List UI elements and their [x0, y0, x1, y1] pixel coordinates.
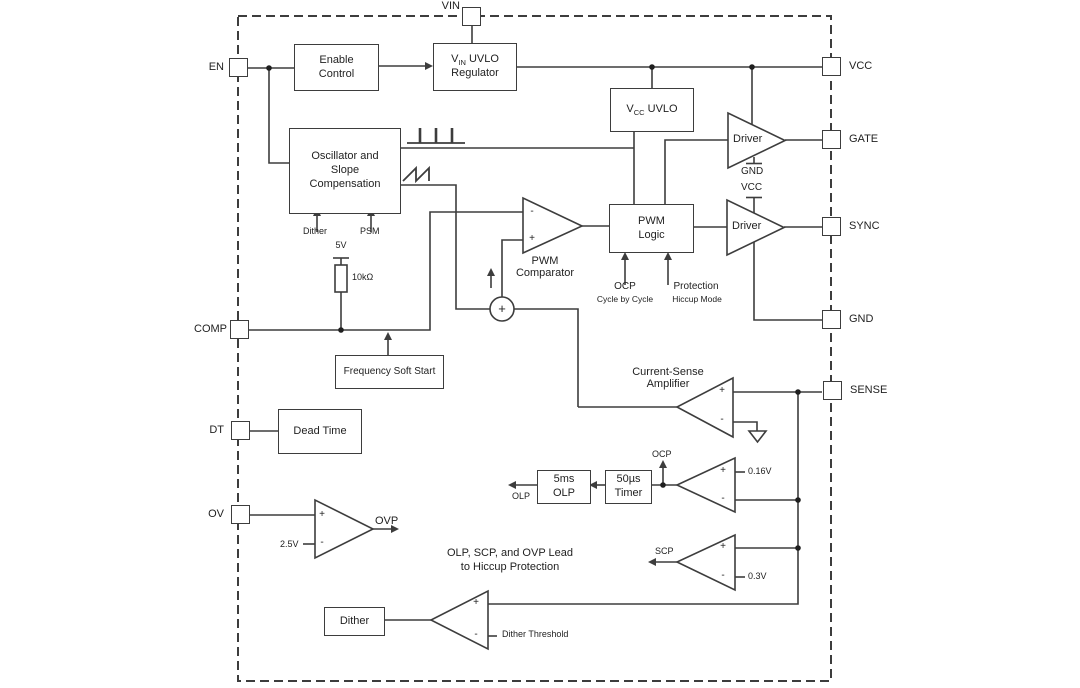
pin-comp — [230, 320, 249, 339]
pin-gnd — [822, 310, 841, 329]
ovp-output-label: OVP — [375, 515, 399, 527]
protection-title: Protection — [673, 281, 719, 292]
gate-driver-label: Driver — [733, 133, 763, 145]
hiccup-note-line2: to Hiccup Protection — [460, 561, 560, 573]
pin-label-vin: VIN — [441, 0, 460, 12]
pin-label-gnd: GND — [849, 313, 874, 325]
pin-sense — [823, 381, 842, 400]
driver-vcc-label: VCC — [741, 182, 763, 193]
block-frequency-soft-start — [335, 355, 444, 389]
ovp-plus-sign: + — [319, 509, 325, 520]
block-5ms-olp-line1: 5ms — [553, 473, 575, 486]
pin-label-vcc: VCC — [849, 60, 873, 72]
ocp-ref-label: 0.16V — [748, 466, 772, 476]
block-enable-control — [294, 44, 379, 91]
protection-sub: Hiccup Mode — [672, 294, 722, 304]
pin-vcc — [822, 57, 841, 76]
pwm-minus-sign: - — [530, 206, 534, 217]
pin-label-ov: OV — [208, 508, 224, 520]
summing-plus-sign: + — [498, 301, 506, 316]
block-oscillator — [289, 128, 401, 214]
clock-waveform-icon — [407, 128, 465, 143]
ocp-minus-sign: - — [721, 493, 725, 504]
ocp-cycle-sub: Cycle by Cycle — [596, 294, 654, 304]
ovp-minus-sign: - — [320, 537, 324, 548]
block-pwm-logic-line2: Logic — [638, 228, 665, 241]
block-dead-time — [278, 409, 362, 454]
block-pwm-logic-line1: PWM — [638, 214, 665, 227]
pwm-comparator-label: PWM Comparator — [515, 255, 575, 279]
driver-gnd-label: GND — [741, 166, 764, 177]
block-enable-control-line2: Control — [318, 67, 355, 80]
dither-plus-sign: + — [473, 597, 479, 608]
block-pwm-logic — [609, 204, 694, 253]
sawtooth-waveform-icon — [403, 168, 429, 181]
pin-dt — [231, 421, 250, 440]
psm-input-label: PSM — [360, 226, 380, 236]
resistor-label: 10kΩ — [352, 272, 374, 282]
block-oscillator-line3: Compensation — [309, 177, 381, 190]
csa-minus-sign: - — [720, 414, 724, 425]
block-50us-timer-line2: Timer — [614, 487, 643, 499]
pin-label-sync: SYNC — [849, 220, 880, 232]
scp-minus-sign: - — [721, 570, 725, 581]
csa-plus-sign: + — [719, 385, 725, 396]
ocp-plus-sign: + — [720, 465, 726, 476]
pin-label-comp: COMP — [194, 323, 227, 335]
pin-label-en: EN — [208, 61, 224, 73]
block-fss-line1: Frequency Soft Start — [343, 365, 436, 377]
block-oscillator-line2: Slope — [330, 164, 360, 177]
scp-output-label: SCP — [655, 546, 674, 556]
dither-minus-sign: - — [474, 629, 478, 640]
dither-input-label: Dither — [303, 226, 328, 236]
hiccup-note-line1: OLP, SCP, and OVP Lead — [447, 547, 573, 559]
scp-ref-label: 0.3V — [748, 571, 767, 581]
ovp-ref-label: 2.5V — [280, 539, 299, 549]
block-dead-time-line1: Dead Time — [293, 424, 347, 437]
block-dither-line1: Dither — [339, 614, 370, 627]
ocp-cycle-title: OCP — [614, 281, 636, 292]
pwm-plus-sign: + — [529, 233, 535, 244]
ocp-output-label: OCP — [652, 449, 672, 459]
block-50us-timer-line1: 50µs — [616, 473, 641, 486]
sync-driver-label: Driver — [732, 220, 762, 232]
pin-vin — [462, 7, 481, 26]
dither-threshold-label: Dither Threshold — [502, 629, 569, 639]
pin-en — [229, 58, 248, 77]
block-vcc-uvlo — [610, 88, 694, 132]
scp-plus-sign: + — [720, 541, 726, 552]
block-oscillator-line1: Oscillator and — [311, 150, 379, 163]
pin-label-dt: DT — [209, 424, 224, 436]
pin-ov — [231, 505, 250, 524]
rail-5v-label: 5V — [335, 240, 347, 250]
pin-sync — [822, 217, 841, 236]
ground-symbol — [749, 431, 766, 442]
pin-gate — [822, 130, 841, 149]
current-sense-amplifier-label: Current-Sense Amplifier — [632, 366, 704, 390]
block-vin-uvlo-line2: Regulator — [451, 67, 499, 80]
block-vin-uvlo-regulator — [433, 43, 517, 91]
block-vcc-uvlo-line1: $V_{CC}$ UVLO — [626, 102, 678, 117]
block-50us-timer — [605, 470, 652, 504]
block-5ms-olp-line2: OLP — [552, 487, 575, 499]
block-enable-control-line1: Enable — [319, 53, 354, 66]
olp-output-label: OLP — [512, 491, 531, 501]
block-vin-uvlo-line1: $V_{IN}$ UVLO — [451, 52, 499, 68]
pin-label-gate: GATE — [849, 133, 879, 145]
pin-label-sense: SENSE — [850, 384, 888, 396]
ic-boundary — [238, 16, 831, 681]
resistor-symbol — [335, 265, 347, 292]
block-dither — [324, 607, 385, 636]
block-5ms-olp — [537, 470, 591, 504]
